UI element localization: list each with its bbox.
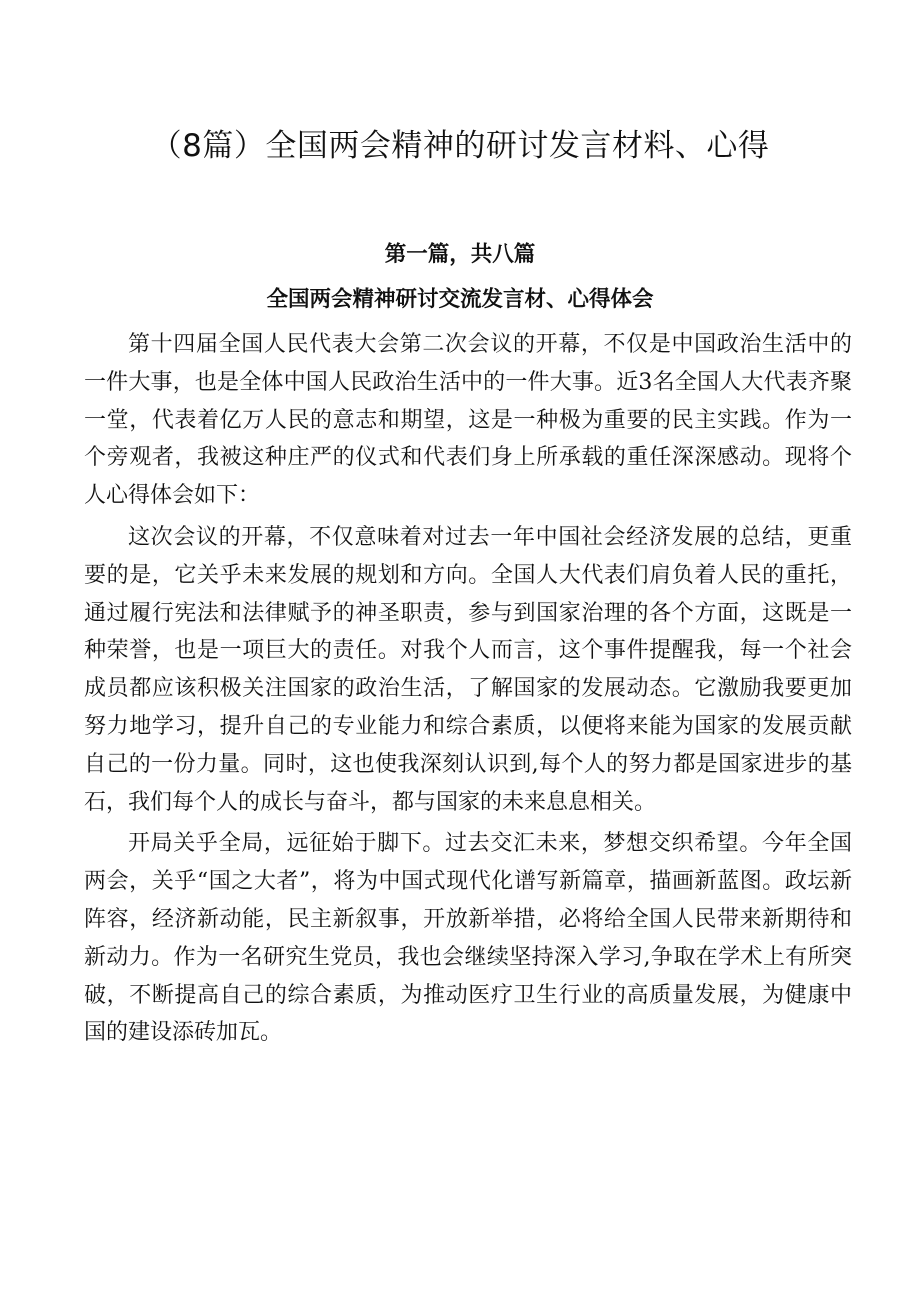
paragraph-2: 这次会议的开幕，不仅意味着对过去一年中国社会经济发展的总结，更重要的是，它关乎未来发展的规划和方向。全国人大代表们肩负着人民的重托，通过履行宪法和法律赋予的神圣职责，参与到国家治理的各个方面，这既是一种荣誉，也是一项巨大的责任。对我个人而言，这个事件提醒我，每一个社会成员都应该积极关注国家的政治生活，了解国家的发展动态。它激励我要更加努力地学习，提升自己的专业能力和综合素质，以便将来能为国家的发展贡献自己的一份力量。同时，这也使我深刻认识到,每个人的努力都是国家进步的基石，我们每个人的成长与奋斗，都与国家的未来息息相关。 <box>84 524 852 815</box>
paragraph-1: 第十四届全国人民代表大会第二次会议的开幕，不仅是中国政治生活中的一件大事，也是全体中国人民政治生活中的一件大事。近3名全国人大代表齐聚一堂，代表着亿万人民的意志和期望，这是一种极为重要的民主实践。作为一个旁观者，我被这种庄严的仪式和代表们身上所承载的重任深深感动。现将个人心得体会如下： <box>84 332 852 509</box>
paragraph-3: 开局关乎全局，远征始于脚下。过去交汇未来，梦想交织希望。今年全国两会，关乎“国之大者”，将为中国式现代化谱写新篇章，描画新蓝图。政坛新阵容，经济新动能，民主新叙事，开放新举措，必将给全国人民带来新期待和新动力。作为一名研究生党员，我也会继续坚持深入学习,争取在学术上有所突破，不断提高自己的综合素质，为推动医疗卫生行业的高质量发展，为健康中国的建设添砖加瓦。 <box>84 831 852 1046</box>
document-body <box>84 326 852 1052</box>
sub-heading: 全国两会精神研讨交流发言材、心得体会 <box>266 287 654 312</box>
document-title: （8篇）全国两会精神的研讨发言材料、心得 <box>150 128 770 164</box>
part-heading: 第一篇，共八篇 <box>384 242 536 267</box>
